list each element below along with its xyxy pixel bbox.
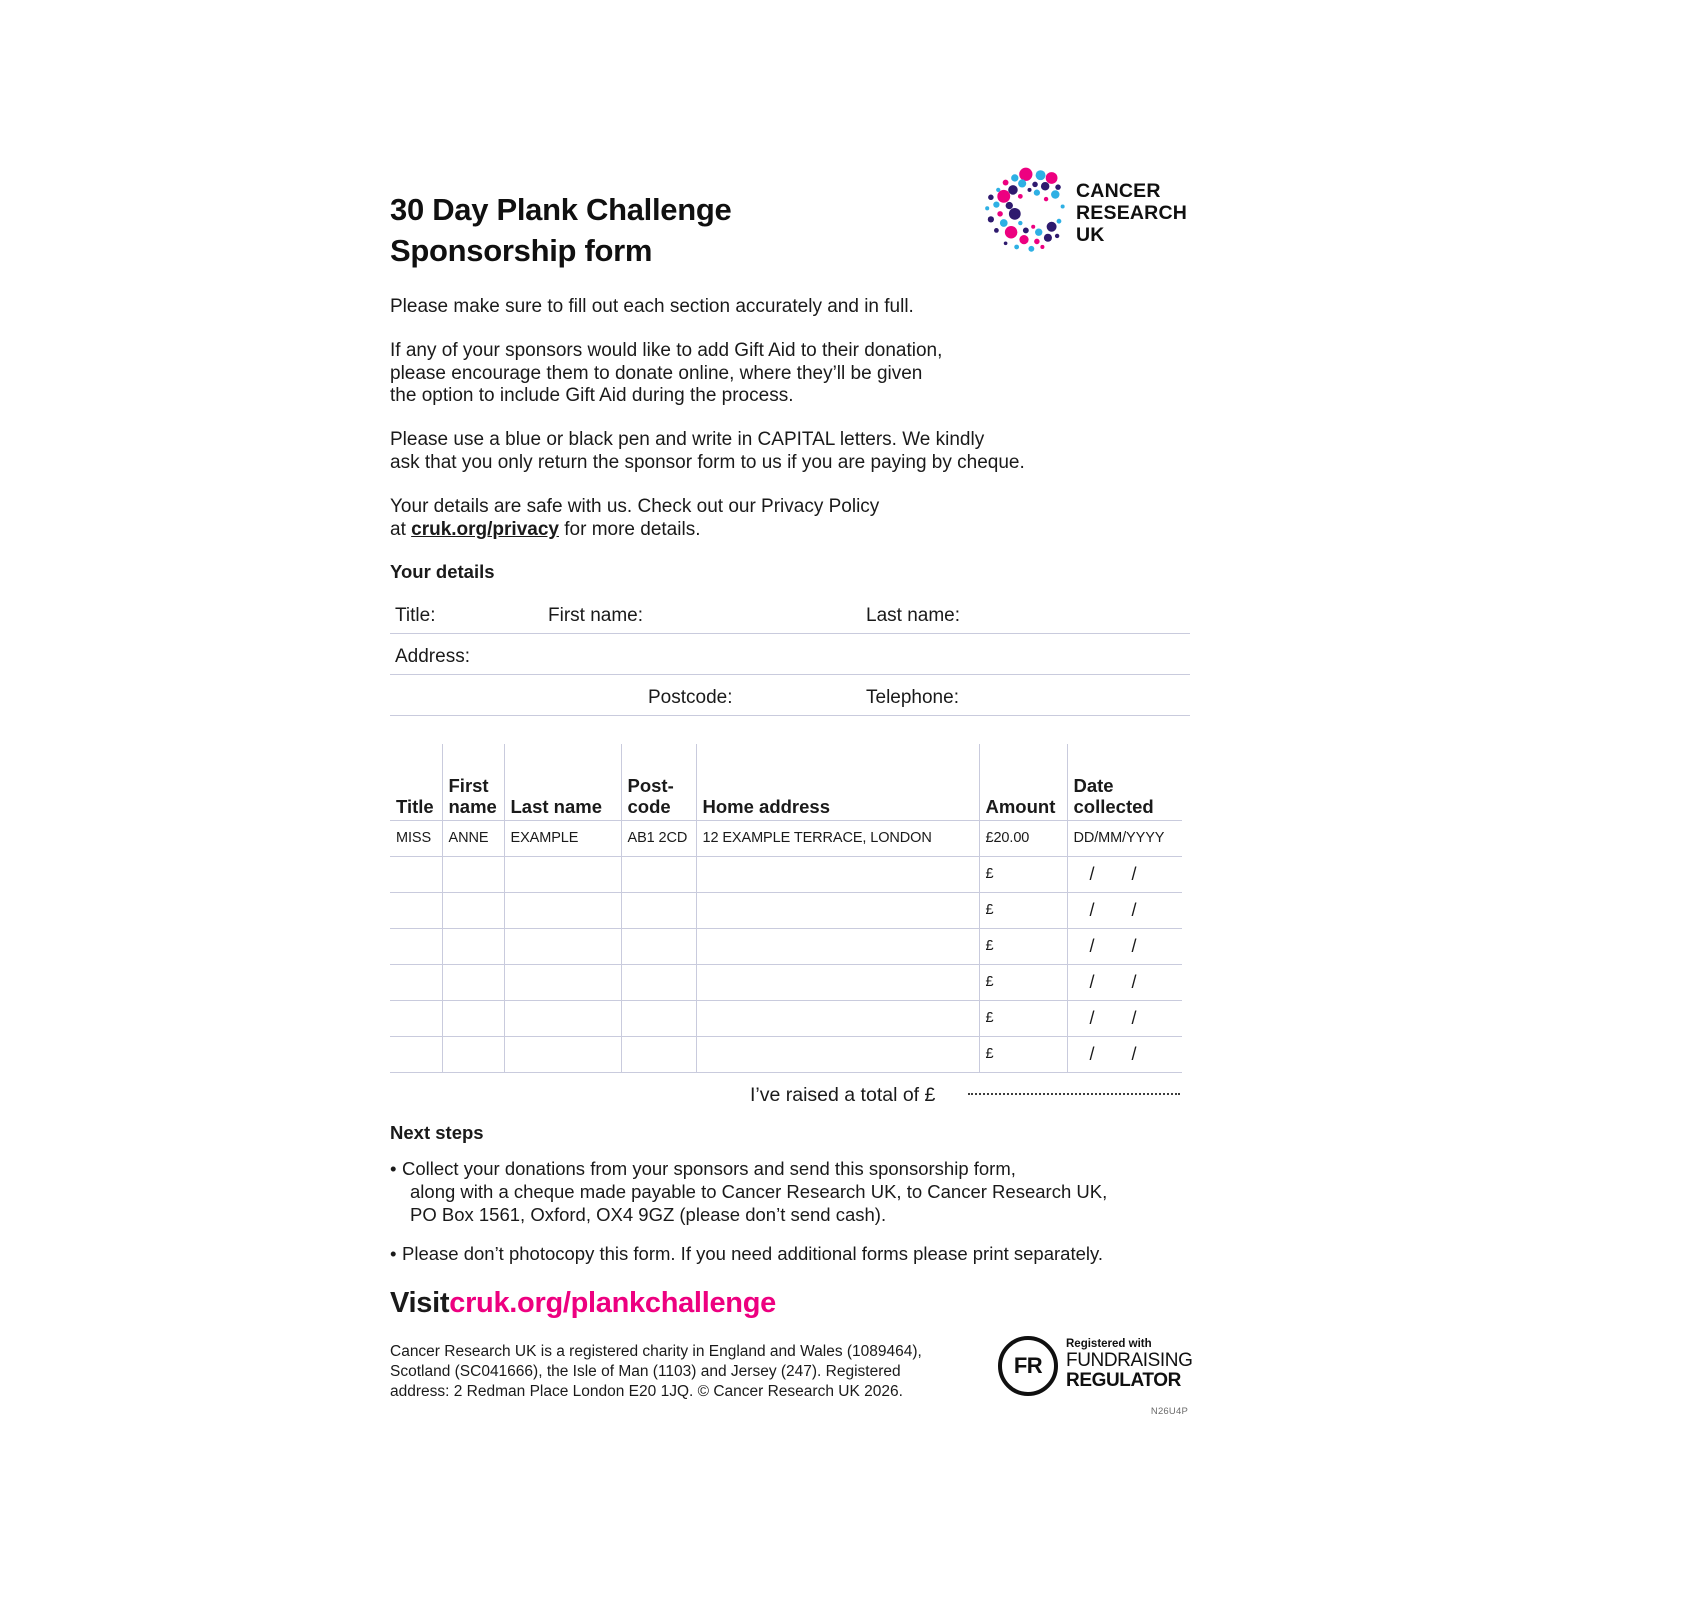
header-last-name: Last name: [504, 744, 621, 820]
cell-first-name[interactable]: [442, 928, 504, 964]
intro-paragraph-2: [390, 340, 1190, 408]
telephone-field-label[interactable]: Telephone:: [866, 687, 959, 709]
table-row[interactable]: [390, 964, 1182, 1000]
logo-line-3: UK: [1076, 223, 1105, 246]
next-steps-bullet-2: [390, 1242, 1190, 1265]
cell-postcode[interactable]: [621, 856, 696, 892]
date-slashes: / /: [1089, 935, 1153, 956]
logo-line-1: CANCER: [1076, 180, 1161, 202]
table-row[interactable]: [390, 1000, 1182, 1036]
fundraising-regulator-badge: [998, 1336, 1193, 1418]
date-slashes: / /: [1089, 863, 1153, 884]
table-row[interactable]: [390, 892, 1182, 928]
visit-line: [390, 1287, 1190, 1320]
your-details-row-address: [390, 634, 1190, 675]
header-date-l2: collected: [1073, 796, 1154, 818]
cell-first-name[interactable]: [442, 1036, 504, 1072]
cell-date-collected[interactable]: [1067, 964, 1182, 1000]
cell-home-address[interactable]: [696, 856, 979, 892]
fr-monogram-icon: [998, 1336, 1058, 1396]
date-slashes: / /: [1089, 899, 1153, 920]
cell-home-address[interactable]: [696, 892, 979, 928]
cell-amount[interactable]: £: [979, 1036, 1067, 1072]
privacy-policy-link[interactable]: cruk.org/privacy: [411, 518, 559, 540]
cell-title[interactable]: [390, 1036, 442, 1072]
cell-last-name[interactable]: [504, 856, 621, 892]
table-row[interactable]: [390, 856, 1182, 892]
bullet-2-line-1: Please don’t photocopy this form. If you need additional forms please print separately.: [402, 1243, 1104, 1265]
fr-line-3: REGULATOR: [1066, 1369, 1181, 1391]
privacy-prefix: at: [390, 518, 412, 540]
title-line-2: Sponsorship form: [390, 232, 653, 268]
cell-first-name[interactable]: [442, 892, 504, 928]
cell-first-name[interactable]: [442, 964, 504, 1000]
legal-line-2: Scotland (SC041666), the Isle of Man (1103) and Jersey (247). Registered: [390, 1363, 901, 1381]
intro-p3-line-1: Please use a blue or black pen and write in CAPITAL letters. We kindly: [390, 429, 985, 451]
form-header: [390, 160, 1190, 280]
cell-last-name[interactable]: [504, 964, 621, 1000]
intro-paragraph-4: [390, 496, 1190, 542]
fr-line-2: FUNDRAISING: [1066, 1349, 1193, 1371]
table-row-example: [390, 820, 1182, 856]
next-steps-heading: Next steps: [390, 1121, 484, 1143]
cell-home-address: 12 EXAMPLE TERRACE, LONDON: [696, 820, 979, 856]
bullet-marker: •: [390, 1243, 397, 1265]
table-row[interactable]: [390, 928, 1182, 964]
postcode-field-label[interactable]: Postcode:: [648, 687, 733, 709]
sponsors-table: [390, 744, 1182, 1073]
cell-postcode[interactable]: [621, 1000, 696, 1036]
title-line-1: 30 Day Plank Challenge: [390, 192, 732, 227]
intro-p2-line-3: the option to include Gift Aid during the process.: [390, 385, 794, 407]
form-code: N26U4P: [1150, 1406, 1188, 1418]
address-field-label[interactable]: Address:: [395, 646, 470, 668]
bullet-1-line-1: Collect your donations from your sponsors and send this sponsorship form,: [402, 1157, 1016, 1179]
next-steps-bullet-1: [390, 1157, 1190, 1226]
header-first-name: [442, 744, 504, 820]
legal-text: [390, 1342, 990, 1401]
cell-first-name[interactable]: [442, 856, 504, 892]
cell-last-name[interactable]: [504, 1000, 621, 1036]
header-postcode-l1: Post-: [627, 775, 674, 797]
cell-postcode[interactable]: [621, 928, 696, 964]
last-name-field-label[interactable]: Last name:: [866, 605, 960, 627]
cell-title[interactable]: [390, 856, 442, 892]
cell-postcode[interactable]: [621, 1036, 696, 1072]
cell-date-collected[interactable]: [1067, 1036, 1182, 1072]
cell-postcode[interactable]: [621, 892, 696, 928]
fr-monogram-text: FR: [1013, 1353, 1043, 1379]
cell-title[interactable]: [390, 892, 442, 928]
logo-wordmark: [1076, 181, 1187, 246]
intro-p2-line-2: please encourage them to donate online, where they’ll be given: [390, 362, 923, 384]
cell-date-collected[interactable]: [1067, 928, 1182, 964]
title-field-label[interactable]: Title:: [395, 605, 436, 627]
header-date-l1: Date: [1073, 775, 1114, 797]
date-slashes: / /: [1089, 1007, 1153, 1028]
total-raised-row: [390, 1084, 1190, 1114]
header-date-collected: [1067, 744, 1182, 820]
legal-line-1: Cancer Research UK is a registered charity in England and Wales (1089464),: [390, 1343, 922, 1361]
cell-title[interactable]: [390, 964, 442, 1000]
intro-text: [390, 296, 1190, 541]
header-first-name-l2: name: [448, 796, 497, 818]
intro-paragraph-1: [390, 296, 1190, 319]
cell-last-name: EXAMPLE: [504, 820, 621, 856]
intro-p4-line-2: [390, 519, 1190, 542]
your-details-heading: Your details: [390, 561, 495, 583]
cell-last-name[interactable]: [504, 1036, 621, 1072]
logo-line-2: RESEARCH: [1076, 201, 1188, 224]
cell-first-name[interactable]: [442, 1000, 504, 1036]
cell-amount[interactable]: £: [979, 856, 1067, 892]
cell-date-collected[interactable]: [1067, 892, 1182, 928]
cell-last-name[interactable]: [504, 928, 621, 964]
header-home-address: Home address: [696, 744, 979, 820]
fr-wordmark: [1066, 1338, 1193, 1390]
bullet-1-line-3: PO Box 1561, Oxford, OX4 9GZ (please don’t send cash).: [410, 1204, 887, 1226]
cell-home-address[interactable]: [696, 928, 979, 964]
fr-line-1: Registered with: [1066, 1338, 1152, 1351]
date-slashes: / /: [1089, 1043, 1153, 1064]
bullet-1-line-2: along with a cheque made payable to Cancer Research UK, to Cancer Research UK,: [410, 1181, 1108, 1202]
cell-amount: £20.00: [979, 820, 1067, 856]
intro-p2-line-1: If any of your sponsors would like to add Gift Aid to their donation,: [390, 339, 943, 361]
legal-line-3: address: 2 Redman Place London E20 1JQ. © Cancer Research UK 2026.: [390, 1383, 903, 1401]
footer: [390, 1338, 1193, 1422]
cell-amount[interactable]: £: [979, 928, 1067, 964]
cancer-research-uk-logo: [978, 166, 1190, 262]
cell-amount[interactable]: £: [979, 892, 1067, 928]
cell-amount[interactable]: £: [979, 964, 1067, 1000]
table-row[interactable]: [390, 1036, 1182, 1072]
cell-home-address[interactable]: [696, 1036, 979, 1072]
intro-p1-line-1: Please make sure to fill out each section accurately and in full.: [390, 296, 914, 317]
cell-date-collected[interactable]: [1067, 1000, 1182, 1036]
cell-title[interactable]: [390, 928, 442, 964]
sponsorship-form-page: [390, 160, 1193, 1422]
total-raised-label: I’ve raised a total of £: [750, 1083, 936, 1106]
intro-p4-line-1: Your details are safe with us. Check out our Privacy Policy: [390, 495, 880, 517]
your-details-row-names: [390, 593, 1190, 634]
intro-p3-line-2: ask that you only return the sponsor form to us if you are paying by cheque.: [390, 451, 1025, 473]
cell-first-name: ANNE: [442, 820, 504, 856]
cell-postcode[interactable]: [621, 964, 696, 1000]
cruk-dot-c-icon: [978, 166, 1070, 258]
your-details-row-postcode-telephone: [390, 675, 1190, 716]
header-first-name-l1: First: [448, 775, 489, 797]
header-postcode: [621, 744, 696, 820]
intro-paragraph-3: [390, 429, 1190, 475]
header-amount: Amount: [979, 744, 1067, 820]
date-slashes: / /: [1089, 971, 1153, 992]
sponsors-table-header-row: [390, 744, 1182, 820]
header-postcode-l2: code: [627, 796, 671, 818]
cell-date-collected: DD/MM/YYYY: [1067, 820, 1182, 856]
cell-date-collected[interactable]: [1067, 856, 1182, 892]
privacy-suffix: for more details.: [558, 518, 701, 540]
cell-postcode: AB1 2CD: [621, 820, 696, 856]
cell-last-name[interactable]: [504, 892, 621, 928]
bullet-marker: •: [390, 1157, 397, 1179]
cell-home-address[interactable]: [696, 964, 979, 1000]
cell-home-address[interactable]: [696, 1000, 979, 1036]
first-name-field-label[interactable]: First name:: [548, 605, 644, 627]
visit-prefix: Visit: [390, 1287, 450, 1320]
total-raised-input[interactable]: [968, 1093, 1180, 1095]
plank-challenge-link[interactable]: cruk.org/plankchallenge: [449, 1287, 776, 1320]
cell-amount[interactable]: £: [979, 1000, 1067, 1036]
header-title: Title: [390, 744, 442, 820]
cell-title: MISS: [390, 820, 442, 856]
cell-title[interactable]: [390, 1000, 442, 1036]
